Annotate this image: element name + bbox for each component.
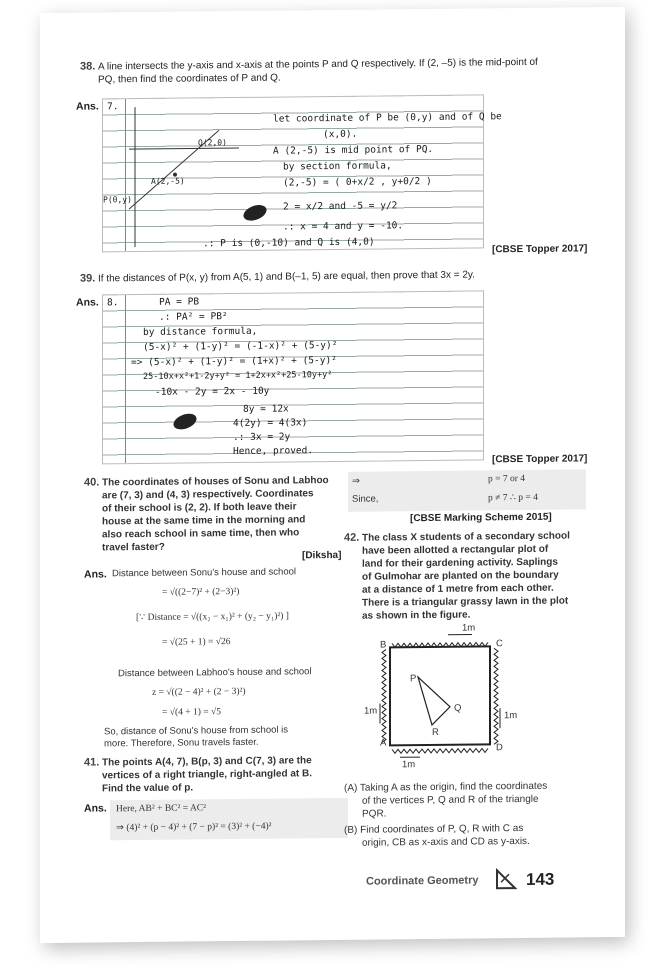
q40-eq: = √(25 + 1) = √26 (162, 637, 231, 648)
q40-line: also reach school in same time, then who (102, 527, 300, 541)
q40-sol: Distance between Labhoo's house and school (118, 666, 312, 680)
cont-since: Since, (352, 493, 379, 505)
q42-line: as shown in the figure. (362, 609, 471, 622)
q40-tag: [Diksha] (302, 549, 342, 562)
fig-measure: 1m (462, 622, 476, 634)
chapter-title: Coordinate Geometry (366, 874, 479, 888)
fig-label-p: P (410, 673, 417, 685)
q40-line: house at the same time in the morning and (102, 514, 306, 528)
q41-number: 41. (84, 756, 100, 769)
cont-arrow: ⇒ (352, 476, 360, 487)
q38-hw-line: (x,0). (323, 128, 358, 141)
q38-hw-line: let coordinate of P be (0,y) and of Q be (273, 111, 502, 125)
q39-hw-line: 4(2y) = 4(3x) (233, 417, 308, 430)
q41-eq: ⇒ (4)² + (p − 4)² + (7 − p)² = (3)² + (−4)² (116, 821, 272, 834)
cont-eq: p ≠ 7 ∴ p = 4 (488, 492, 538, 504)
q40-sol: Distance between Sonu's house and school (112, 566, 297, 580)
q39-hw-line: => (5-x)² + (1-y)² = (1+x)² + (5-y)² (131, 354, 337, 369)
q39-hw-line: Hence, proved. (233, 445, 314, 458)
q39-hw-line: .: PA² = PB² (159, 311, 228, 323)
q39-hw-line: 25-10x+x²+1-2y+y² = 1+2x+x²+25-10y+y² (143, 370, 333, 382)
q41-solution-box (110, 798, 348, 840)
q38-line: A line intersects the y-axis and x-axis at the points P and Q respectively. If (2, –5) is the mid-point of (98, 56, 538, 73)
q38-hw-line: .: x = 4 and y = -10. (283, 220, 404, 233)
chapter-icon (495, 868, 517, 890)
fig-measure: 1m (402, 759, 416, 771)
q40-text (102, 474, 347, 555)
q38-notebook: 7. Q(2,0) A(2,-5) P(0,y) let coordinate of P be (0,y) and of Q be (x,0). A (2,-5) is mid point of PQ. by section formula, (2,-5) = ( 0+x/2 , y+0/2 ) 2 = x/2 and -5 = y/2 .: x = 4 and y = -10. .: P is (0,-10) and Q is (4,0) (102, 94, 484, 252)
q39-tag: [CBSE Topper 2017] (492, 453, 588, 466)
q39-hw-line: PA = PB (159, 296, 200, 308)
q38-hw-line: A (2,-5) is mid point of PQ. (273, 143, 434, 157)
fig-label-q: Q (454, 702, 462, 714)
q40-line: of their school is (2, 2). If both leave their (102, 501, 297, 515)
q38-hw-line: .: P is (0,-10) and Q is (4,0) (203, 236, 375, 250)
q42-line: There is a triangular grassy lawn in the plot (362, 595, 569, 609)
fig-label-b: B (380, 639, 387, 651)
pen-blot (241, 202, 268, 224)
q42-line: land for their gardening activity. Saplings (362, 556, 558, 570)
fig-label-a: A (380, 737, 387, 749)
cont-tag: [CBSE Marking Scheme 2015] (410, 511, 552, 525)
q42-number: 42. (344, 531, 360, 544)
q38-hw-line: 2 = x/2 and -5 = y/2 (283, 200, 398, 213)
q42-line: The class X students of a secondary school (362, 530, 570, 544)
q40-ans-label: Ans. (84, 568, 107, 581)
q40-eq: = √((2−7)² + (2−3)²) (162, 586, 240, 598)
q42-part-line: PQR. (362, 808, 387, 820)
q38-ans-label: Ans. (76, 100, 99, 113)
q40-eq: [∵ Distance = √((x₂ − x₁)² + (y₂ − y₁)²) ] (136, 611, 289, 624)
fig-label-d: D (496, 742, 503, 754)
q41-line: The points A(4, 7), B(p, 3) and C(7, 3) are the (102, 755, 312, 769)
q41-eq: Here, AB² + BC² = AC² (116, 803, 206, 815)
q38-hw-line: (2,-5) = ( 0+x/2 , y+0/2 ) (283, 175, 432, 189)
fig-measure: 1m (364, 705, 378, 717)
q42-part-a (344, 779, 594, 821)
q42-part-line: origin, CB as x-axis and CD as y-axis. (362, 835, 530, 849)
q40-eq: z = √((2 − 4)² + (2 − 3)²) (152, 686, 246, 698)
q42-part-line: (B) Find coordinates of P, Q, R with C as (344, 823, 524, 836)
q42-part-line: of the vertices P, Q and R of the triangle (362, 793, 539, 807)
q41-cont-box (348, 469, 586, 511)
q42-part-b (344, 821, 594, 850)
q39-text: If the distances of P(x, y) from A(5, 1) and B(–1, 5) are equal, then prove that 3x = 2y. (98, 269, 475, 285)
q39-hw-line: .: 3x = 2y (233, 431, 291, 444)
q38-tag: [CBSE Topper 2017] (492, 243, 588, 256)
q40-number: 40. (84, 476, 100, 489)
fig-label-c: C (496, 638, 503, 650)
q42-part-line: (A) Taking A as the origin, find the coordinates (344, 780, 548, 794)
q40-sol: So, distance of Sonu's house from school is (104, 724, 288, 738)
q39-number: 39. (80, 272, 96, 285)
q40-line: are (7, 3) and (4, 3) respectively. Coordinates (102, 488, 314, 502)
q39-notebook: 8. PA = PB .: PA² = PB² by distance formula, (5-x)² + (1-y)² = (-1-x)² + (5-y)² => (5-x)² + (1-y)² = (1+x)² + (5-y)² 25-10x+x²+1-2y+y² = 1+2x+x²+25-10y+y² -10x - 2y = 2x - 10y 8y = 12x 4(2y) = 4(3x) .: 3x = 2y Hence, proved. (102, 290, 484, 464)
q41-ans-label: Ans. (84, 802, 107, 815)
pen-blot (171, 411, 198, 433)
q41-text (102, 754, 352, 796)
q39-hw-line: -10x - 2y = 2x - 10y (155, 385, 270, 398)
q42-line: at a distance of 1 metre from each other. (362, 582, 554, 596)
q39-ans-label: Ans. (76, 296, 99, 309)
q41-line: vertices of a right triangle, right-angled at B. (102, 768, 313, 782)
margin-line (125, 99, 126, 251)
fig-label-r: R (432, 726, 439, 738)
q39-hw-line: by distance formula, (143, 325, 258, 338)
q40-eq: = √(4 + 1) = √5 (162, 707, 221, 718)
margin-line (125, 295, 126, 463)
q42-text (362, 529, 592, 622)
q40-sol: more. Therefore, Sonu travels faster. (104, 736, 259, 750)
fig-measure: 1m (504, 710, 518, 722)
q38-number: 38. (80, 60, 96, 73)
page-number: 143 (526, 869, 555, 889)
q39-hw-line: 8y = 12x (243, 403, 289, 415)
q38-hw-line: by section formula, (283, 160, 392, 173)
q42-line: of Gulmohar are planted on the boundary (362, 569, 559, 583)
q42-line: have been allotted a rectangular plot of (362, 543, 549, 557)
q40-line: The coordinates of houses of Sonu and Labhoo (102, 475, 329, 489)
q38-text (98, 55, 608, 86)
q41-line: Find the value of p. (102, 782, 194, 795)
q40-line: travel faster? (102, 541, 165, 554)
q38-line: PQ, then find the coordinates of P and Q. (98, 72, 281, 86)
q39-hw-line: (5-x)² + (1-y)² = (-1-x)² + (5-y)² (143, 339, 338, 353)
cont-eq: p = 7 or 4 (488, 473, 526, 485)
book-page (40, 7, 625, 943)
